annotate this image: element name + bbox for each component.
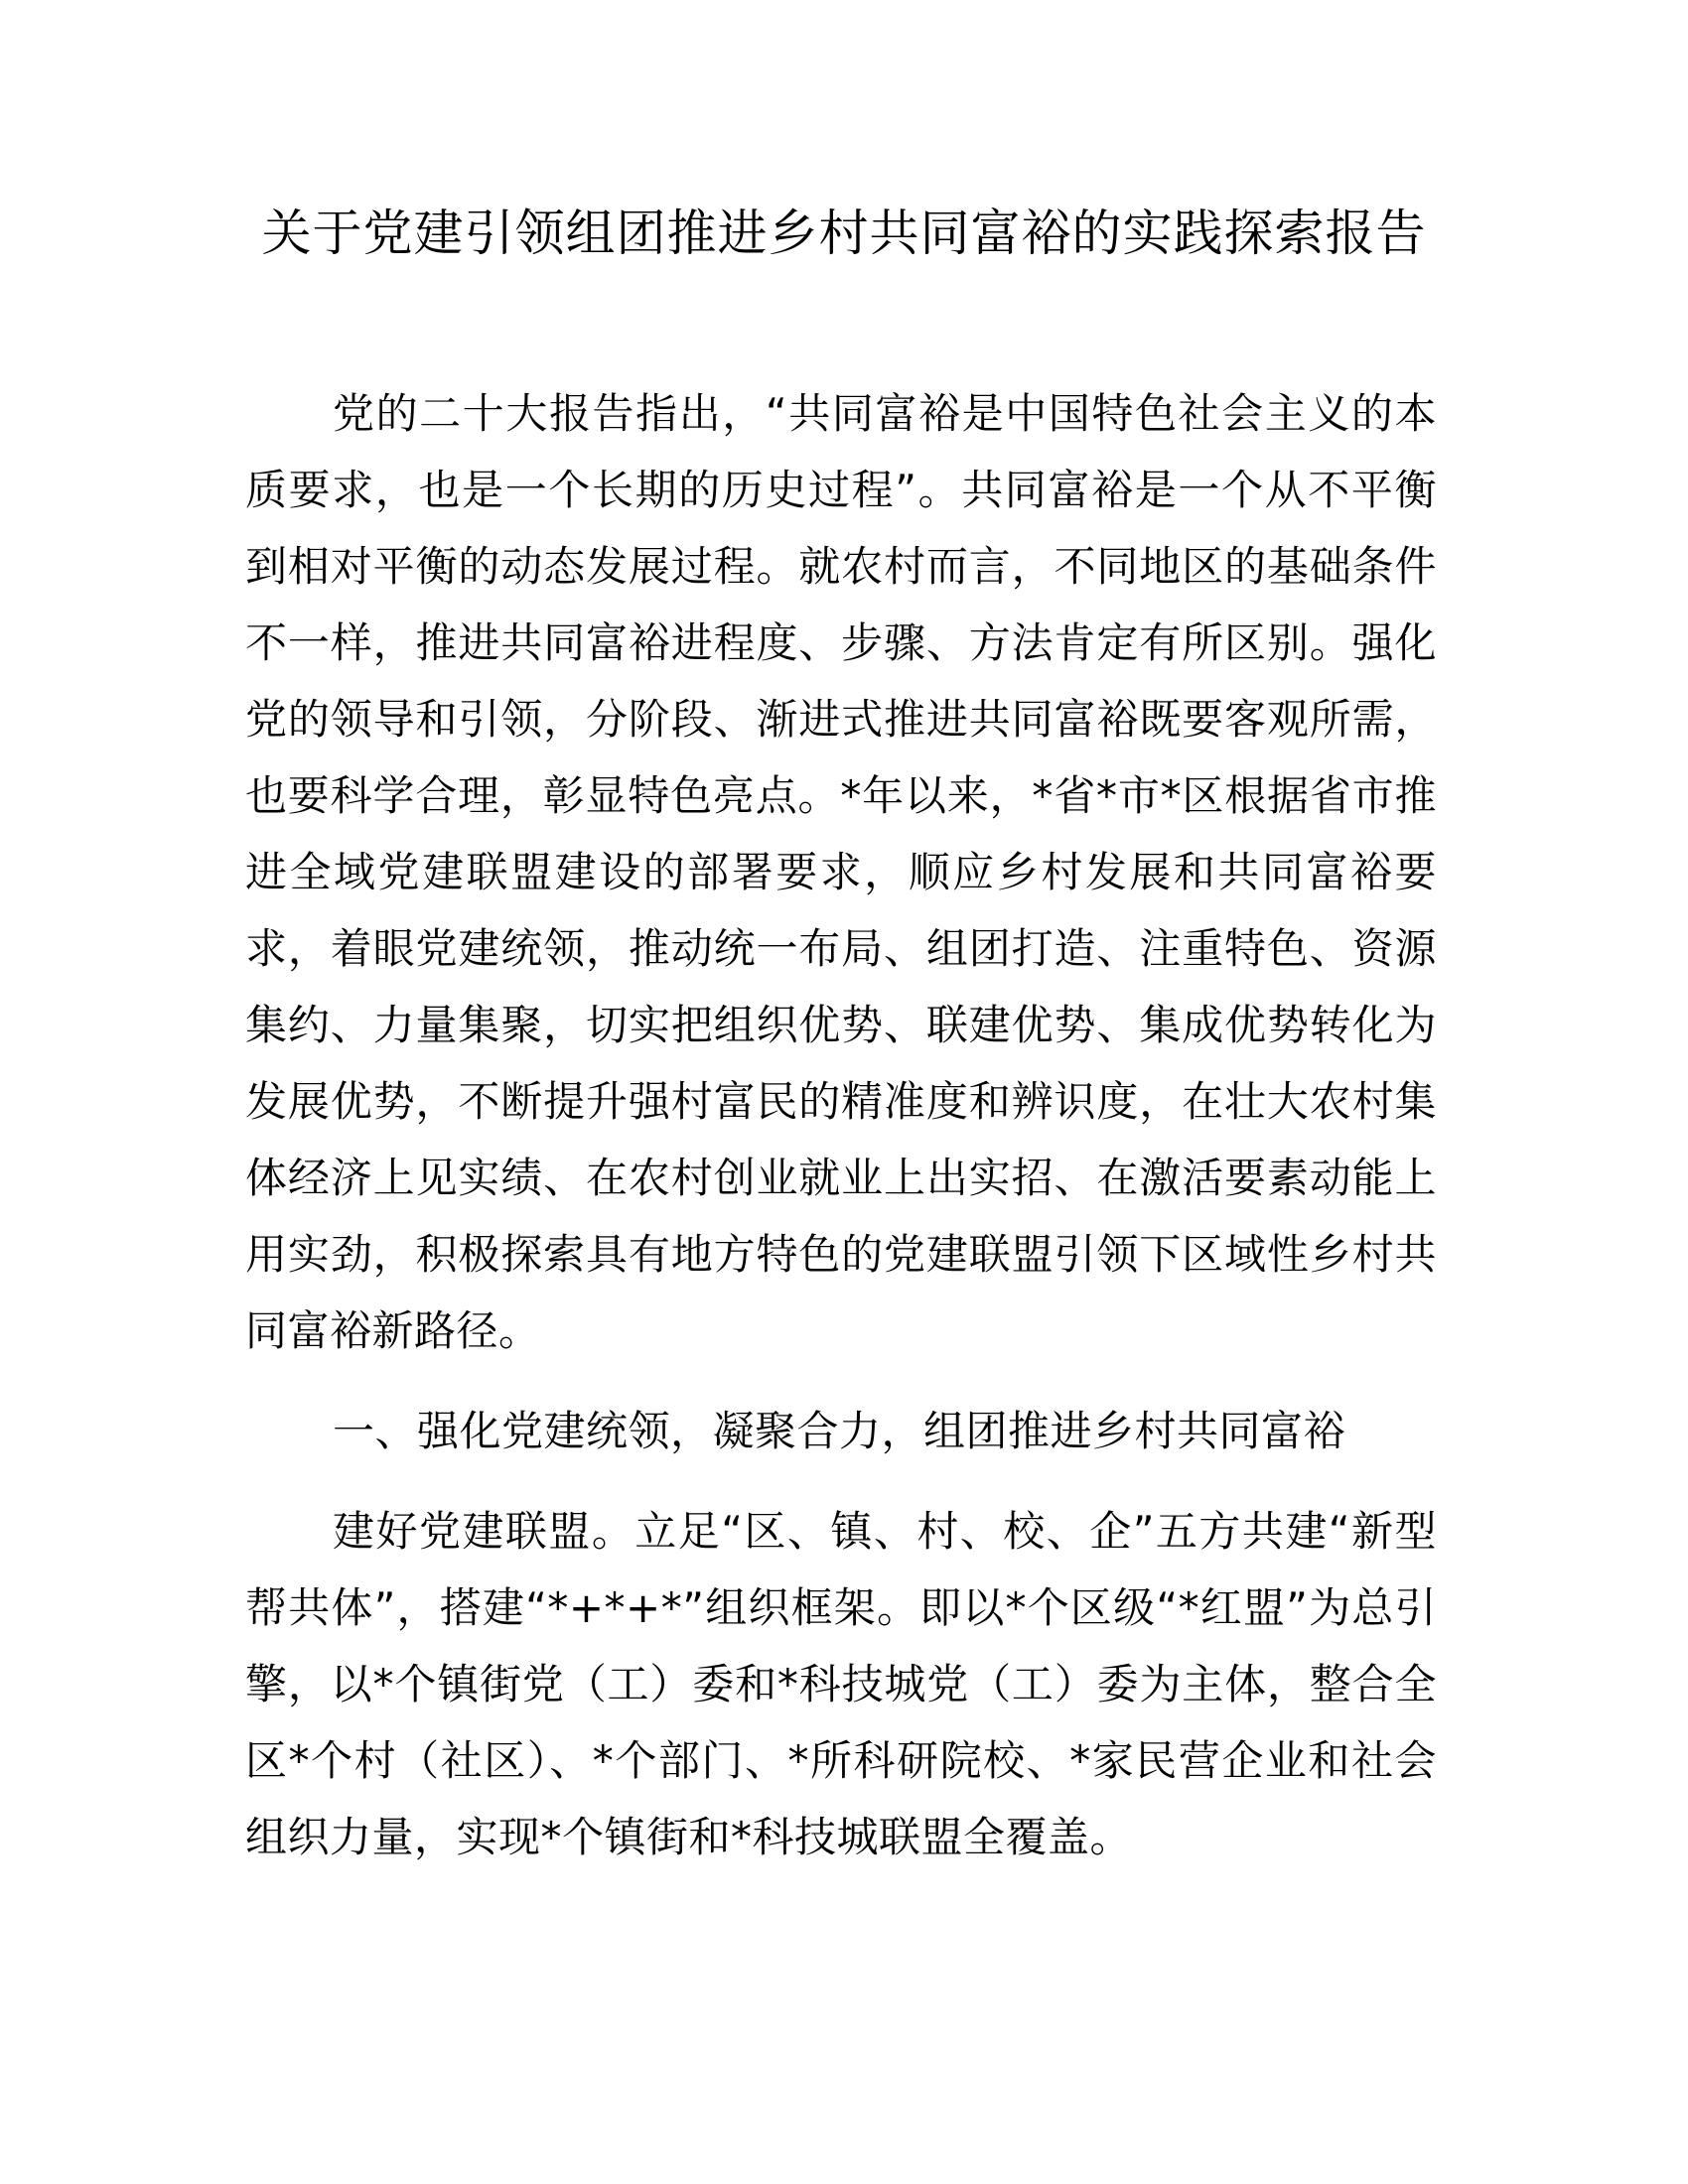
document-body	[245, 375, 1437, 1875]
section-paragraph: 建好党建联盟。立足“区、镇、村、校、企”五方共建“新型帮共体”，搭建“*+*+*”组织框架。即以*个区级“*红盟”为总引擎，以*个镇街党（工）委和*科技城党（工）委为主体，整合全区*个村（社区）、*个部门、*所科研院校、*家民营企业和社会组织力量，实现*个镇街和*科技城联盟全覆盖。	[245, 1507, 1437, 1861]
intro-paragraph: 党的二十大报告指出，“共同富裕是中国特色社会主义的本质要求，也是一个长期的历史过程”。共同富裕是一个从不平衡到相对平衡的动态发展过程。就农村而言，不同地区的基础条件不一样，推进共同富裕进程度、步骤、方法肯定有所区别。强化党的领导和引领，分阶段、渐进式推进共同富裕既要客观所需，也要科学合理，彰显特色亮点。*年以来，*省*市*区根据省市推进全域党建联盟建设的部署要求，顺应乡村发展和共同富裕要求，着眼党建统领，推动统一布局、组团打造、注重特色、资源集约、力量集聚，切实把组织优势、联建优势、集成优势转化为发展优势，不断提升强村富民的精准度和辨识度，在壮大农村集体经济上见实绩、在农村创业就业上出实招、在激活要素动能上用实劲，积极探索具有地方特色的党建联盟引领下区域性乡村共同富裕新路径。	[245, 389, 1437, 1355]
section-heading: 一、强化党建统领，凝聚合力，组团推进乡村共同富裕	[333, 1407, 1346, 1455]
document-title: 关于党建引领组团推进乡村共同富裕的实践探索报告	[261, 205, 1427, 262]
